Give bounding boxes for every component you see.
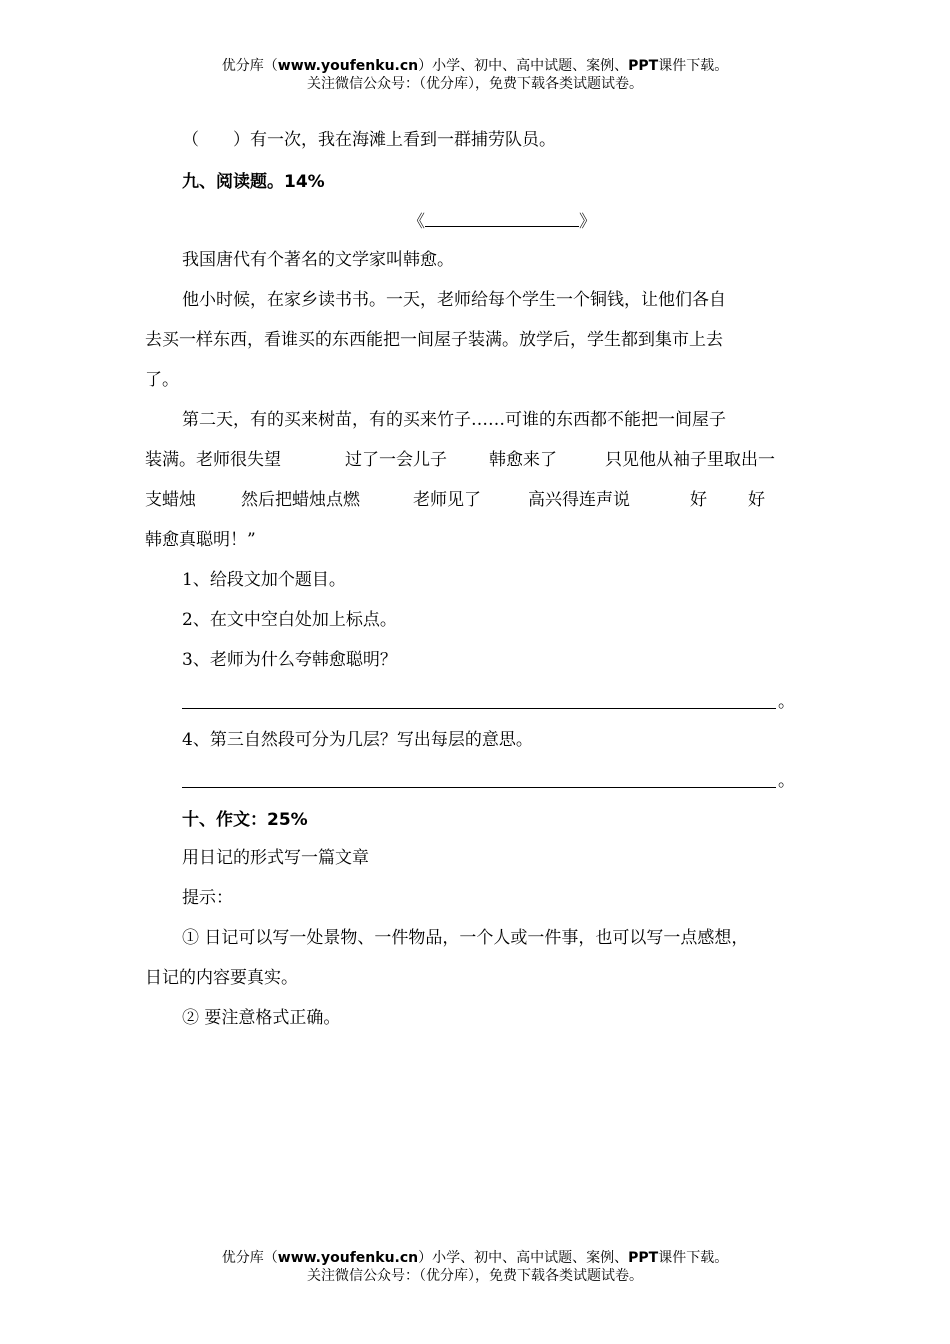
footer-ppt: PPT bbox=[628, 1250, 659, 1266]
section-10-title: 十、作文：25% bbox=[182, 810, 308, 830]
footer-text: 优分库（ bbox=[221, 1250, 278, 1266]
header-url: www.youfenku.cn bbox=[277, 58, 419, 74]
hint-1-line-1: ① 日记可以写一处景物、一件物品，一个人或一件事，也可以写一点感想， bbox=[182, 928, 749, 948]
question-2: 2、在文中空白处加上标点。 bbox=[182, 610, 397, 630]
header-text: 课件下载。 bbox=[658, 58, 729, 74]
paragraph-2-line-1: 他小时候，在家乡读书书。一天，老师给每个学生一个铜钱，让他们各自 bbox=[182, 290, 726, 310]
paragraph-3-line-1: 第二天，有的买来树苗，有的买来竹子……可谁的东西都不能把一间屋子 bbox=[182, 410, 726, 430]
answer-line-q4[interactable] bbox=[182, 787, 776, 788]
footer-url: www.youfenku.cn bbox=[277, 1250, 419, 1266]
paragraph-3-segment: 老师见了 bbox=[413, 490, 481, 510]
paragraph-1: 我国唐代有个著名的文学家叫韩愈。 bbox=[182, 250, 454, 270]
paragraph-3-segment: 然后把蜡烛点燃 bbox=[241, 490, 360, 510]
paragraph-3-segment: 支蜡烛 bbox=[145, 490, 196, 510]
footer-text: 课件下载。 bbox=[658, 1250, 729, 1266]
paragraph-2-line-3: 了。 bbox=[145, 370, 179, 390]
hint-2: ② 要注意格式正确。 bbox=[182, 1008, 341, 1028]
answer-period: 。 bbox=[778, 692, 795, 712]
paragraph-3-segment: 装满。老师很失望 bbox=[145, 450, 281, 470]
title-bracket-close: 》 bbox=[579, 212, 596, 232]
page-footer-line2: 关注微信公众号：（优分库），免费下载各类试题试卷。 bbox=[307, 1268, 643, 1284]
header-text: 优分库（ bbox=[221, 58, 278, 74]
paragraph-3-line-4: 韩愈真聪明！” bbox=[145, 530, 256, 550]
question-4: 4、第三自然段可分为几层？写出每层的意思。 bbox=[182, 730, 533, 750]
essay-task: 用日记的形式写一篇文章 bbox=[182, 848, 369, 868]
answer-line-q3[interactable] bbox=[182, 708, 776, 709]
header-text: ）小学、初中、高中试题、案例、 bbox=[418, 58, 629, 74]
answer-period: 。 bbox=[778, 771, 795, 791]
paragraph-3-segment: 过了一会儿子 bbox=[345, 450, 447, 470]
paragraph-3-segment: 好 bbox=[690, 490, 707, 510]
hint-label: 提示： bbox=[182, 888, 233, 908]
paragraph-3-segment: 好 bbox=[748, 490, 765, 510]
page-header-line2: 关注微信公众号：（优分库），免费下载各类试题试卷。 bbox=[307, 76, 643, 92]
page-header-line1 bbox=[0, 58, 950, 75]
title-answer-blank[interactable] bbox=[425, 208, 579, 227]
paragraph-2-line-2: 去买一样东西，看谁买的东西能把一间屋子装满。放学后，学生都到集市上去 bbox=[145, 330, 723, 350]
section-9-title: 九、阅读题。14% bbox=[182, 172, 325, 192]
previous-item: （ ）有一次，我在海滩上看到一群捕劳队员。 bbox=[182, 130, 556, 150]
question-3: 3、老师为什么夸韩愈聪明？ bbox=[182, 650, 397, 670]
footer-text: ）小学、初中、高中试题、案例、 bbox=[418, 1250, 629, 1266]
page-footer-line1 bbox=[0, 1250, 950, 1267]
title-bracket-open: 《 bbox=[408, 212, 425, 232]
paragraph-3-segment: 韩愈来了 bbox=[489, 450, 557, 470]
header-ppt: PPT bbox=[628, 58, 659, 74]
passage-title-blank bbox=[408, 208, 596, 234]
paragraph-3-segment: 高兴得连声说 bbox=[528, 490, 630, 510]
hint-1-line-2: 日记的内容要真实。 bbox=[145, 968, 298, 988]
paragraph-3-segment: 只见他从袖子里取出一 bbox=[605, 450, 775, 470]
question-1: 1、给段文加个题目。 bbox=[182, 570, 346, 590]
